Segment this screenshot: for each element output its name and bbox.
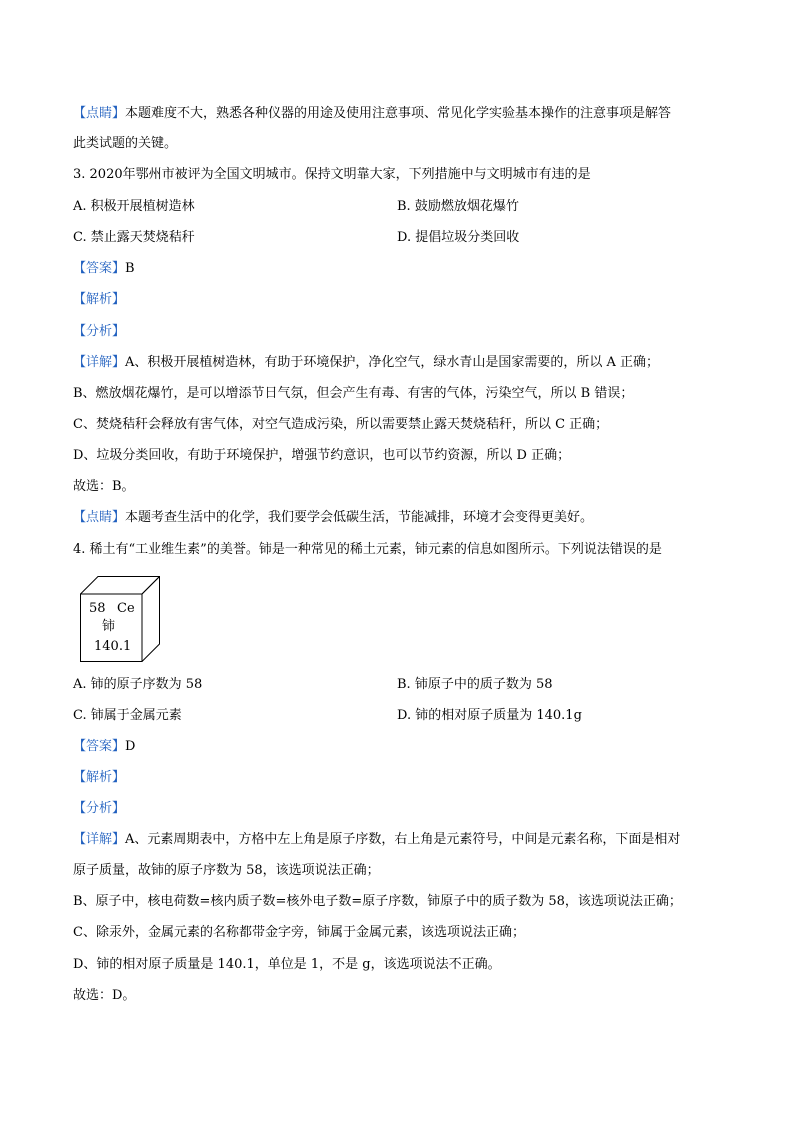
q4-detail-c: C、除汞外，金属元素的名称都带金字旁，铈属于金属元素，该选项说法正确； [73, 925, 525, 940]
answer-value: B [125, 261, 135, 276]
element-mass: 140.1 [94, 639, 132, 654]
q3-detail-d: D、垃圾分类回收，有助于环境保护，增强节约意识，也可以节约资源，所以 D 正确； [73, 448, 571, 463]
q4-detail-b: B、原子中，核电荷数=核内质子数=核外电子数=原子序数，铈原子中的质子数为 58，该选项说法正确； [73, 894, 682, 909]
answer-value: D [125, 739, 136, 754]
element-symbol: Ce [117, 601, 135, 616]
q4-option-a: A. 铈的原子序数为 58 [73, 677, 203, 692]
q3-jiexi-label: 【解析】 [73, 292, 126, 307]
cube-side-face [142, 577, 160, 662]
q3-option-a: A. 积极开展植树造林 [73, 199, 195, 214]
q3-fenxi-label: 【分析】 [73, 324, 126, 339]
answer-label: 【答案】 [73, 261, 126, 276]
detail-label: 【详解】 [73, 832, 126, 847]
q3-conclusion: 故选：B。 [73, 479, 135, 494]
q4-option-c: C. 铈属于金属元素 [73, 708, 182, 723]
detail-text: A、元素周期表中，方格中左上角是原子序数，右上角是元素符号，中间是元素名称，下面是相对 [125, 832, 681, 847]
q3-stem: 3. 2020年鄂州市被评为全国文明城市。保持文明靠大家，下列措施中与文明城市有违的是 [73, 167, 591, 182]
q3-detail-c: C、焚烧秸秆会释放有害气体，对空气造成污染，所以需要禁止露天焚烧秸秆，所以 C 正确； [73, 417, 609, 432]
detail-text: A、积极开展植树造林，有助于环境保护，净化空气，绿水青山是国家需要的，所以 A 正确； [125, 355, 660, 370]
tip-label: 【点睛】 [73, 106, 126, 121]
cube-top-face [81, 577, 160, 595]
q4-option-b: B. 铈原子中的质子数为 58 [397, 677, 553, 692]
q4-answer [73, 738, 135, 756]
intro-tip-cont: 此类试题的关键。 [73, 136, 178, 151]
element-cube-figure [80, 576, 160, 662]
q4-detail-a-cont: 原子质量，故铈的原子序数为 58，该选项说法正确； [73, 863, 380, 878]
q4-conclusion: 故选：D。 [73, 988, 136, 1003]
q3-detail-b: B、燃放烟花爆竹，是可以增添节日气氛，但会产生有毒、有害的气体，污染空气，所以 B 错误； [73, 386, 634, 401]
detail-label: 【详解】 [73, 355, 126, 370]
tip-label: 【点睛】 [73, 510, 126, 525]
q3-answer [73, 260, 135, 278]
q4-detail-d: D、铈的相对原子质量是 140.1，单位是 1，不是 g，该选项说法不正确。 [73, 957, 501, 972]
q3-option-d: D. 提倡垃圾分类回收 [397, 230, 520, 245]
element-cell [80, 576, 160, 666]
element-name: 铈 [102, 619, 116, 634]
q4-jiexi-label: 【解析】 [73, 770, 126, 785]
q4-option-d: D. 铈的相对原子质量为 140.1g [397, 708, 582, 723]
tip-text: 本题考查生活中的化学，我们要学会低碳生活，节能减排，环境才会变得更美好。 [125, 510, 594, 525]
intro-tip [73, 105, 671, 123]
tip-text: 本题难度不大，熟悉各种仪器的用途及使用注意事项、常见化学实验基本操作的注意事项是解答 [125, 106, 672, 121]
q3-option-b: B. 鼓励燃放烟花爆竹 [397, 199, 519, 214]
q4-stem: 4. 稀土有“工业维生素”的美誉。铈是一种常见的稀土元素，铈元素的信息如图所示。下列说法错误的是 [73, 542, 662, 557]
q4-detail-a [73, 831, 680, 849]
element-number: 58 [89, 601, 106, 616]
q3-option-c: C. 禁止露天焚烧秸秆 [73, 230, 195, 245]
q3-tip [73, 509, 593, 527]
q4-fenxi-label: 【分析】 [73, 801, 126, 816]
answer-label: 【答案】 [73, 739, 126, 754]
q3-detail-a [73, 354, 659, 372]
